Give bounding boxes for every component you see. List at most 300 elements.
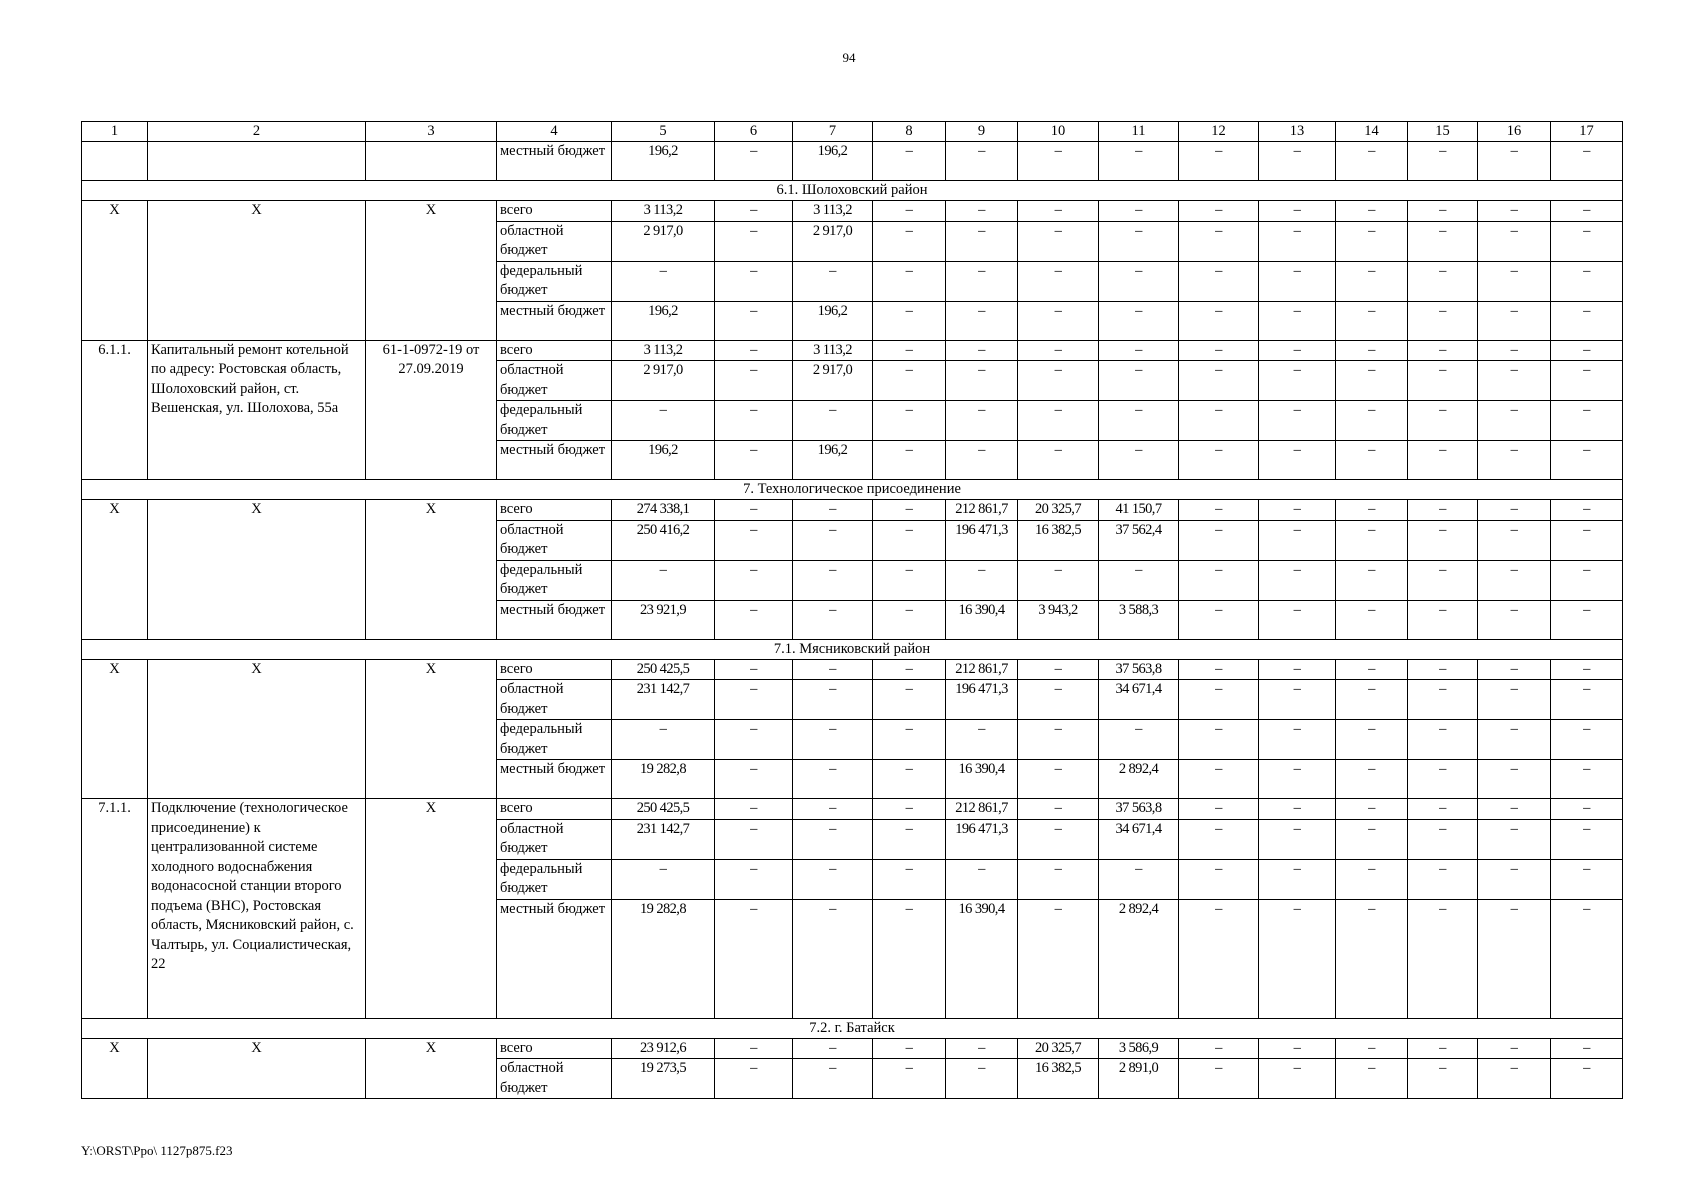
value-cell: – bbox=[1018, 142, 1099, 181]
budget-row bbox=[82, 1038, 1623, 1059]
value-cell: – bbox=[1179, 401, 1259, 441]
value-cell: – bbox=[946, 142, 1018, 181]
value-cell: – bbox=[1408, 1038, 1478, 1059]
funding-source-label: местный бюджет bbox=[497, 760, 612, 799]
funding-source-label: областной бюджет bbox=[497, 819, 612, 859]
value-cell: – bbox=[1408, 760, 1478, 799]
column-header-cell: 12 bbox=[1179, 122, 1259, 142]
value-cell: 16 382,5 bbox=[1018, 520, 1099, 560]
value-cell: – bbox=[1478, 659, 1551, 680]
value-cell: – bbox=[1018, 201, 1099, 222]
index-placeholder: Х bbox=[82, 659, 148, 799]
value-cell: – bbox=[1478, 720, 1551, 760]
value-cell: – bbox=[873, 720, 946, 760]
value-cell: 212 861,7 bbox=[946, 659, 1018, 680]
value-cell: – bbox=[793, 1059, 873, 1099]
value-cell: – bbox=[715, 401, 793, 441]
value-cell: 274 338,1 bbox=[612, 500, 715, 521]
item-name: Капитальный ремонт котельной по адресу: Ростовская область, Шолоховский район, ст. Вешенская, ул. Шолохова, 55а bbox=[148, 340, 366, 480]
value-cell: 196 471,3 bbox=[946, 680, 1018, 720]
registration-placeholder: Х bbox=[366, 500, 497, 640]
value-cell: – bbox=[715, 142, 793, 181]
value-cell: 19 282,8 bbox=[612, 760, 715, 799]
value-cell: – bbox=[1018, 261, 1099, 301]
value-cell: – bbox=[1336, 142, 1408, 181]
funding-source-label: федеральный бюджет bbox=[497, 401, 612, 441]
value-cell: – bbox=[873, 142, 946, 181]
budget-table-wrap bbox=[81, 121, 1622, 1099]
value-cell: – bbox=[1408, 819, 1478, 859]
value-cell: – bbox=[1551, 441, 1623, 480]
value-cell: 3 113,2 bbox=[612, 201, 715, 222]
value-cell: – bbox=[612, 859, 715, 899]
value-cell: – bbox=[1408, 1059, 1478, 1099]
column-header-cell: 17 bbox=[1551, 122, 1623, 142]
value-cell: – bbox=[1551, 1038, 1623, 1059]
value-cell: – bbox=[1259, 720, 1336, 760]
value-cell: – bbox=[1478, 819, 1551, 859]
value-cell: – bbox=[1551, 401, 1623, 441]
value-cell: 196,2 bbox=[612, 142, 715, 181]
value-cell: – bbox=[946, 361, 1018, 401]
value-cell: – bbox=[873, 560, 946, 600]
value-cell: – bbox=[793, 500, 873, 521]
value-cell: – bbox=[873, 760, 946, 799]
value-cell: – bbox=[715, 261, 793, 301]
value-cell: – bbox=[1259, 520, 1336, 560]
budget-table bbox=[81, 121, 1623, 1099]
value-cell: – bbox=[1478, 520, 1551, 560]
value-cell: – bbox=[1478, 600, 1551, 639]
value-cell: – bbox=[1018, 659, 1099, 680]
value-cell: – bbox=[1259, 799, 1336, 820]
column-header-cell: 4 bbox=[497, 122, 612, 142]
value-cell: – bbox=[1179, 261, 1259, 301]
column-header-cell: 2 bbox=[148, 122, 366, 142]
column-header-cell: 14 bbox=[1336, 122, 1408, 142]
value-cell: – bbox=[1551, 261, 1623, 301]
funding-source-label: федеральный бюджет bbox=[497, 560, 612, 600]
value-cell: – bbox=[715, 301, 793, 340]
budget-row bbox=[82, 142, 1623, 181]
value-cell: – bbox=[1336, 1038, 1408, 1059]
value-cell: – bbox=[793, 680, 873, 720]
value-cell: – bbox=[873, 1059, 946, 1099]
value-cell: – bbox=[1179, 201, 1259, 222]
value-cell: – bbox=[1336, 221, 1408, 261]
section-heading: 7.2. г. Батайск bbox=[82, 1018, 1623, 1038]
value-cell: – bbox=[1478, 899, 1551, 1018]
value-cell: – bbox=[1259, 1038, 1336, 1059]
value-cell: – bbox=[1259, 301, 1336, 340]
section-heading-row bbox=[82, 480, 1623, 500]
value-cell: – bbox=[1259, 361, 1336, 401]
value-cell: – bbox=[1336, 560, 1408, 600]
value-cell: – bbox=[1179, 142, 1259, 181]
column-header-cell: 13 bbox=[1259, 122, 1336, 142]
value-cell: – bbox=[1478, 201, 1551, 222]
value-cell: – bbox=[1259, 340, 1336, 361]
value-cell: 20 325,7 bbox=[1018, 1038, 1099, 1059]
value-cell: – bbox=[1018, 221, 1099, 261]
value-cell: 212 861,7 bbox=[946, 500, 1018, 521]
value-cell: – bbox=[1259, 500, 1336, 521]
column-header-cell: 5 bbox=[612, 122, 715, 142]
value-cell: – bbox=[1259, 401, 1336, 441]
value-cell: – bbox=[1478, 261, 1551, 301]
value-cell: – bbox=[1179, 600, 1259, 639]
value-cell: – bbox=[946, 201, 1018, 222]
value-cell: – bbox=[1551, 720, 1623, 760]
column-header-cell: 15 bbox=[1408, 122, 1478, 142]
value-cell: – bbox=[793, 1038, 873, 1059]
value-cell: – bbox=[1551, 560, 1623, 600]
funding-source-label: областной бюджет bbox=[497, 680, 612, 720]
value-cell: – bbox=[793, 600, 873, 639]
value-cell: – bbox=[1551, 600, 1623, 639]
value-cell: – bbox=[1408, 659, 1478, 680]
value-cell: – bbox=[946, 261, 1018, 301]
funding-source-label: всего bbox=[497, 1038, 612, 1059]
value-cell: – bbox=[1408, 301, 1478, 340]
value-cell: – bbox=[873, 680, 946, 720]
value-cell: 16 390,4 bbox=[946, 899, 1018, 1018]
value-cell: – bbox=[1408, 560, 1478, 600]
value-cell: – bbox=[612, 560, 715, 600]
value-cell: – bbox=[1408, 201, 1478, 222]
section-heading: 7.1. Мясниковский район bbox=[82, 639, 1623, 659]
value-cell: – bbox=[1408, 720, 1478, 760]
budget-row bbox=[82, 340, 1623, 361]
value-cell: 250 425,5 bbox=[612, 799, 715, 820]
value-cell: – bbox=[793, 819, 873, 859]
value-cell: – bbox=[1018, 799, 1099, 820]
value-cell: – bbox=[1408, 142, 1478, 181]
value-cell: – bbox=[1551, 201, 1623, 222]
value-cell: – bbox=[1408, 361, 1478, 401]
value-cell: – bbox=[1179, 899, 1259, 1018]
value-cell: – bbox=[1018, 441, 1099, 480]
value-cell: – bbox=[1478, 441, 1551, 480]
value-cell: – bbox=[793, 720, 873, 760]
value-cell: – bbox=[946, 560, 1018, 600]
value-cell: – bbox=[1179, 799, 1259, 820]
value-cell: 3 588,3 bbox=[1099, 600, 1179, 639]
value-cell: – bbox=[1179, 1038, 1259, 1059]
value-cell: – bbox=[1551, 500, 1623, 521]
value-cell: – bbox=[793, 899, 873, 1018]
value-cell: – bbox=[715, 720, 793, 760]
value-cell: 34 671,4 bbox=[1099, 680, 1179, 720]
funding-source-label: федеральный бюджет bbox=[497, 720, 612, 760]
value-cell: – bbox=[1099, 361, 1179, 401]
value-cell: – bbox=[873, 201, 946, 222]
value-cell: – bbox=[1336, 361, 1408, 401]
value-cell: 3 586,9 bbox=[1099, 1038, 1179, 1059]
value-cell: – bbox=[715, 221, 793, 261]
value-cell: – bbox=[1018, 899, 1099, 1018]
value-cell: 16 382,5 bbox=[1018, 1059, 1099, 1099]
value-cell: – bbox=[1336, 401, 1408, 441]
registration-placeholder: Х bbox=[366, 1038, 497, 1099]
funding-source-label: местный бюджет bbox=[497, 301, 612, 340]
value-cell: – bbox=[946, 340, 1018, 361]
value-cell: 2 917,0 bbox=[793, 221, 873, 261]
value-cell: – bbox=[715, 819, 793, 859]
item-index: 6.1.1. bbox=[82, 340, 148, 480]
name-placeholder: Х bbox=[148, 500, 366, 640]
value-cell: – bbox=[1099, 221, 1179, 261]
value-cell: – bbox=[873, 401, 946, 441]
value-cell: – bbox=[1478, 1059, 1551, 1099]
value-cell: – bbox=[873, 261, 946, 301]
value-cell: – bbox=[873, 1038, 946, 1059]
value-cell: – bbox=[873, 361, 946, 401]
value-cell: – bbox=[1018, 301, 1099, 340]
value-cell: – bbox=[793, 859, 873, 899]
value-cell: – bbox=[1551, 859, 1623, 899]
value-cell: – bbox=[1018, 819, 1099, 859]
value-cell: – bbox=[1259, 760, 1336, 799]
value-cell: 196,2 bbox=[612, 301, 715, 340]
name-placeholder: Х bbox=[148, 1038, 366, 1099]
value-cell: – bbox=[1259, 600, 1336, 639]
value-cell: – bbox=[715, 799, 793, 820]
index-placeholder: Х bbox=[82, 201, 148, 341]
value-cell: 37 563,8 bbox=[1099, 659, 1179, 680]
value-cell: 196,2 bbox=[793, 441, 873, 480]
value-cell: – bbox=[946, 1059, 1018, 1099]
value-cell: – bbox=[1551, 301, 1623, 340]
value-cell: – bbox=[873, 819, 946, 859]
funding-source-label: всего bbox=[497, 201, 612, 222]
value-cell: 20 325,7 bbox=[1018, 500, 1099, 521]
funding-source-label: всего bbox=[497, 659, 612, 680]
value-cell: – bbox=[715, 201, 793, 222]
value-cell: – bbox=[873, 520, 946, 560]
value-cell: – bbox=[1259, 859, 1336, 899]
value-cell: – bbox=[946, 221, 1018, 261]
empty-cell bbox=[82, 142, 148, 181]
value-cell: 3 113,2 bbox=[793, 340, 873, 361]
value-cell: – bbox=[873, 340, 946, 361]
value-cell: – bbox=[1179, 859, 1259, 899]
value-cell: – bbox=[1259, 261, 1336, 301]
column-header-cell: 3 bbox=[366, 122, 497, 142]
section-heading: 6.1. Шолоховский район bbox=[82, 181, 1623, 201]
item-registration: 61-1-0972-19 от 27.09.2019 bbox=[366, 340, 497, 480]
value-cell: – bbox=[1551, 221, 1623, 261]
value-cell: – bbox=[715, 441, 793, 480]
value-cell: – bbox=[1099, 859, 1179, 899]
value-cell: – bbox=[1551, 899, 1623, 1018]
value-cell: – bbox=[1478, 301, 1551, 340]
value-cell: – bbox=[873, 441, 946, 480]
column-header-cell: 11 bbox=[1099, 122, 1179, 142]
value-cell: 2 892,4 bbox=[1099, 760, 1179, 799]
value-cell: – bbox=[715, 340, 793, 361]
value-cell: – bbox=[873, 301, 946, 340]
value-cell: – bbox=[1179, 301, 1259, 340]
value-cell: – bbox=[1336, 1059, 1408, 1099]
value-cell: – bbox=[1551, 680, 1623, 720]
value-cell: – bbox=[1179, 361, 1259, 401]
value-cell: – bbox=[1018, 340, 1099, 361]
value-cell: – bbox=[1018, 859, 1099, 899]
value-cell: – bbox=[873, 659, 946, 680]
value-cell: 196 471,3 bbox=[946, 520, 1018, 560]
value-cell: – bbox=[1099, 301, 1179, 340]
value-cell: – bbox=[1179, 560, 1259, 600]
value-cell: 16 390,4 bbox=[946, 760, 1018, 799]
value-cell: – bbox=[1179, 221, 1259, 261]
value-cell: – bbox=[1478, 560, 1551, 600]
value-cell: – bbox=[1179, 520, 1259, 560]
value-cell: – bbox=[1478, 340, 1551, 361]
value-cell: 196 471,3 bbox=[946, 819, 1018, 859]
value-cell: – bbox=[1408, 859, 1478, 899]
funding-source-label: федеральный бюджет bbox=[497, 859, 612, 899]
value-cell: – bbox=[715, 500, 793, 521]
value-cell: – bbox=[1336, 500, 1408, 521]
value-cell: – bbox=[715, 859, 793, 899]
value-cell: – bbox=[1259, 899, 1336, 1018]
value-cell: – bbox=[873, 899, 946, 1018]
item-registration: Х bbox=[366, 799, 497, 1019]
value-cell: – bbox=[612, 401, 715, 441]
value-cell: – bbox=[1336, 520, 1408, 560]
value-cell: – bbox=[1259, 659, 1336, 680]
value-cell: – bbox=[1408, 340, 1478, 361]
value-cell: – bbox=[1336, 201, 1408, 222]
budget-row bbox=[82, 500, 1623, 521]
value-cell: 19 282,8 bbox=[612, 899, 715, 1018]
value-cell: – bbox=[715, 600, 793, 639]
value-cell: – bbox=[715, 1038, 793, 1059]
value-cell: 3 943,2 bbox=[1018, 600, 1099, 639]
value-cell: – bbox=[1099, 261, 1179, 301]
value-cell: – bbox=[1408, 261, 1478, 301]
value-cell: – bbox=[1478, 760, 1551, 799]
funding-source-label: областной бюджет bbox=[497, 520, 612, 560]
funding-source-label: местный бюджет bbox=[497, 441, 612, 480]
value-cell: – bbox=[1551, 760, 1623, 799]
value-cell: – bbox=[1099, 441, 1179, 480]
value-cell: 231 142,7 bbox=[612, 680, 715, 720]
value-cell: – bbox=[946, 1038, 1018, 1059]
value-cell: 212 861,7 bbox=[946, 799, 1018, 820]
value-cell: – bbox=[1336, 340, 1408, 361]
column-header-cell: 10 bbox=[1018, 122, 1099, 142]
empty-cell bbox=[148, 142, 366, 181]
value-cell: – bbox=[873, 600, 946, 639]
column-header-cell: 7 bbox=[793, 122, 873, 142]
value-cell: 196,2 bbox=[612, 441, 715, 480]
value-cell: 37 563,8 bbox=[1099, 799, 1179, 820]
funding-source-label: местный бюджет bbox=[497, 600, 612, 639]
value-cell: – bbox=[1408, 899, 1478, 1018]
value-cell: – bbox=[1551, 361, 1623, 401]
value-cell: – bbox=[1551, 340, 1623, 361]
section-heading: 7. Технологическое присоединение bbox=[82, 480, 1623, 500]
value-cell: – bbox=[1018, 401, 1099, 441]
value-cell: 37 562,4 bbox=[1099, 520, 1179, 560]
value-cell: – bbox=[1099, 560, 1179, 600]
value-cell: – bbox=[793, 760, 873, 799]
value-cell: – bbox=[1179, 680, 1259, 720]
value-cell: – bbox=[1478, 500, 1551, 521]
value-cell: 2 917,0 bbox=[612, 221, 715, 261]
value-cell: – bbox=[1336, 720, 1408, 760]
value-cell: – bbox=[1478, 401, 1551, 441]
value-cell: – bbox=[946, 720, 1018, 760]
value-cell: – bbox=[715, 520, 793, 560]
value-cell: – bbox=[1478, 799, 1551, 820]
index-placeholder: Х bbox=[82, 1038, 148, 1099]
value-cell: – bbox=[1408, 680, 1478, 720]
value-cell: – bbox=[873, 500, 946, 521]
value-cell: – bbox=[1551, 520, 1623, 560]
value-cell: – bbox=[1478, 1038, 1551, 1059]
value-cell: 34 671,4 bbox=[1099, 819, 1179, 859]
value-cell: – bbox=[873, 859, 946, 899]
value-cell: – bbox=[1179, 500, 1259, 521]
value-cell: – bbox=[793, 659, 873, 680]
value-cell: 23 912,6 bbox=[612, 1038, 715, 1059]
value-cell: – bbox=[1478, 680, 1551, 720]
value-cell: 19 273,5 bbox=[612, 1059, 715, 1099]
value-cell: – bbox=[612, 720, 715, 760]
funding-source-label: всего bbox=[497, 340, 612, 361]
value-cell: – bbox=[1478, 221, 1551, 261]
value-cell: – bbox=[1259, 441, 1336, 480]
budget-row bbox=[82, 659, 1623, 680]
value-cell: – bbox=[1336, 819, 1408, 859]
section-heading-row bbox=[82, 181, 1623, 201]
value-cell: – bbox=[1478, 361, 1551, 401]
budget-row bbox=[82, 201, 1623, 222]
index-placeholder: Х bbox=[82, 500, 148, 640]
empty-cell bbox=[366, 142, 497, 181]
value-cell: 23 921,9 bbox=[612, 600, 715, 639]
value-cell: – bbox=[1179, 659, 1259, 680]
value-cell: – bbox=[1408, 600, 1478, 639]
value-cell: – bbox=[1336, 659, 1408, 680]
value-cell: – bbox=[1018, 560, 1099, 600]
value-cell: – bbox=[1259, 560, 1336, 600]
value-cell: – bbox=[793, 520, 873, 560]
column-header-cell: 9 bbox=[946, 122, 1018, 142]
value-cell: 2 892,4 bbox=[1099, 899, 1179, 1018]
column-header-cell: 1 bbox=[82, 122, 148, 142]
value-cell: – bbox=[1259, 201, 1336, 222]
value-cell: – bbox=[1099, 201, 1179, 222]
value-cell: 3 113,2 bbox=[793, 201, 873, 222]
name-placeholder: Х bbox=[148, 659, 366, 799]
value-cell: – bbox=[1336, 441, 1408, 480]
column-header-cell: 6 bbox=[715, 122, 793, 142]
value-cell: – bbox=[1336, 899, 1408, 1018]
item-name: Подключение (технологическое присоединение) к централизованной системе холодного водоснабжения водонасосной станции второго подъема (ВНС), Ростовская область, Мясниковский район, с. Чалтырь, ул. Социалистическая, 22 bbox=[148, 799, 366, 1019]
value-cell: – bbox=[1179, 1059, 1259, 1099]
value-cell: – bbox=[1259, 1059, 1336, 1099]
funding-source-label: федеральный бюджет bbox=[497, 261, 612, 301]
funding-source-label: всего bbox=[497, 500, 612, 521]
value-cell: – bbox=[715, 680, 793, 720]
value-cell: – bbox=[1018, 720, 1099, 760]
value-cell: – bbox=[715, 361, 793, 401]
value-cell: – bbox=[715, 560, 793, 600]
